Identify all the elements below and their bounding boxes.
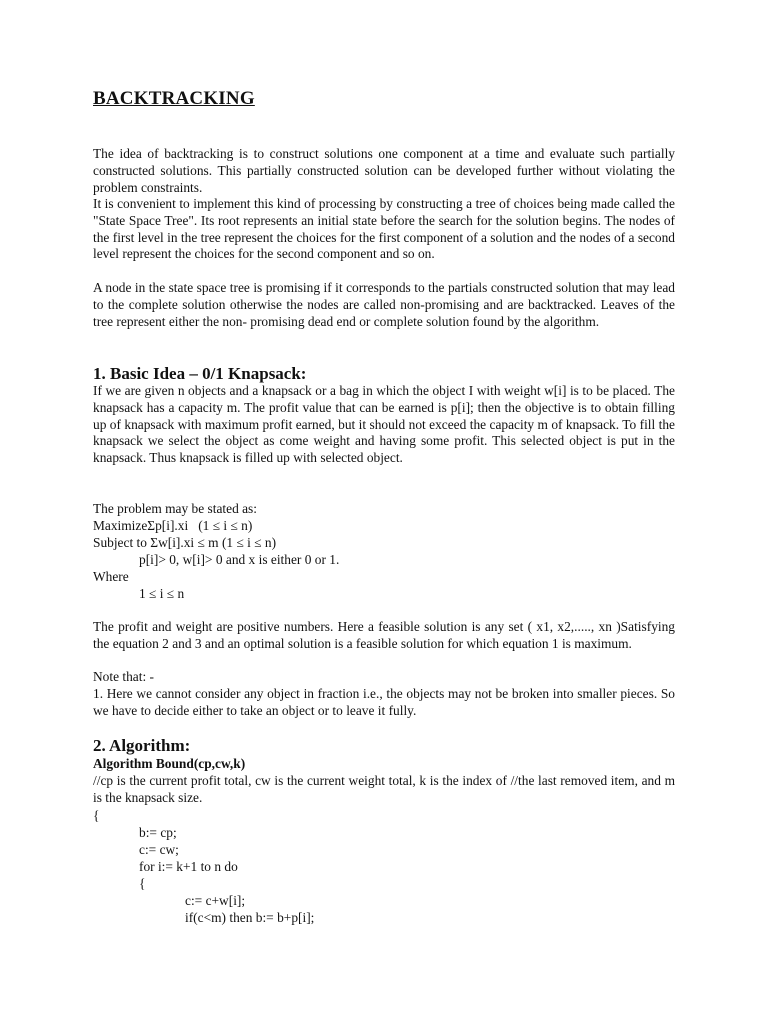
- intro-paragraph-2: It is convenient to implement this kind of processing by constructing a tree of choices being made called the "State Space Tree". Its root represents an initial state before the search for the solution begins. The nodes of the first level in the tree represent the choices for the first component of a solution and the nodes of a second level represent the choices for the second component and so on.: [93, 196, 675, 262]
- algorithm-signature: Algorithm Bound(cp,cw,k): [93, 756, 246, 771]
- code-line: for i:= k+1 to n do: [139, 859, 238, 874]
- subject-to-formula: Subject to Σw[i].xi ≤ m (1 ≤ i ≤ n): [93, 535, 277, 550]
- note-label: Note that: -: [93, 669, 154, 684]
- problem-stated-line: The problem may be stated as:: [93, 501, 257, 516]
- code-line: if(c<m) then b:= b+p[i];: [185, 910, 315, 925]
- algorithm-comment: //cp is the current profit total, cw is the current weight total, k is the index of //the last removed item, and m is the knapsack size.: [93, 773, 675, 805]
- constraint-line: p[i]> 0, w[i]> 0 and x is either 0 or 1.: [139, 552, 340, 567]
- code-line: c:= cw;: [139, 842, 179, 857]
- code-line: b:= cp;: [139, 825, 177, 840]
- range-line: 1 ≤ i ≤ n: [139, 586, 185, 601]
- code-line: {: [93, 808, 100, 823]
- section-1-paragraph-2: The profit and weight are positive numbers. Here a feasible solution is any set ( x1, x2,....., xn )Satisfying the equation 2 and 3 and an optimal solution is a feasible solution for which equation 1 is maximum.: [93, 619, 675, 651]
- section-1-heading: 1. Basic Idea – 0/1 Knapsack:: [93, 364, 307, 383]
- code-line: {: [139, 876, 146, 891]
- section-1-paragraph-3: 1. Here we cannot consider any object in fraction i.e., the objects may not be broken into smaller pieces. So we have to decide either to take an object or to leave it fully.: [93, 686, 675, 718]
- code-line: c:= c+w[i];: [185, 893, 246, 908]
- where-label: Where: [93, 569, 129, 584]
- page-title: BACKTRACKING: [93, 88, 255, 109]
- intro-paragraph-1: The idea of backtracking is to construct solutions one component at a time and evaluate such partially constructed solutions. This partially constructed solution can be developed further without violating the problem constraints.: [93, 146, 675, 195]
- section-1-paragraph-1: If we are given n objects and a knapsack or a bag in which the object I with weight w[i] is to be placed. The knapsack has a capacity m. The profit value that can be earned is p[i]; then the objective is to obtain filling up of knapsack with maximum profit earned, but it should not exceed the capacity m of knapsack. To fill the knapsack we select the object as come weight and having some profit. This selected object is put in the knapsack. Thus knapsack is filled up with selected object.: [93, 383, 675, 466]
- intro-paragraph-3: A node in the state space tree is promising if it corresponds to the partials constructed solution that may lead to the complete solution otherwise the nodes are called non-promising and are backtracked. Leaves of the tree represent either the non- promising dead end or complete solution found by the algorithm.: [93, 280, 675, 329]
- maximize-formula: MaximizeΣp[i].xi (1 ≤ i ≤ n): [93, 518, 253, 533]
- section-2-heading: 2. Algorithm:: [93, 736, 191, 755]
